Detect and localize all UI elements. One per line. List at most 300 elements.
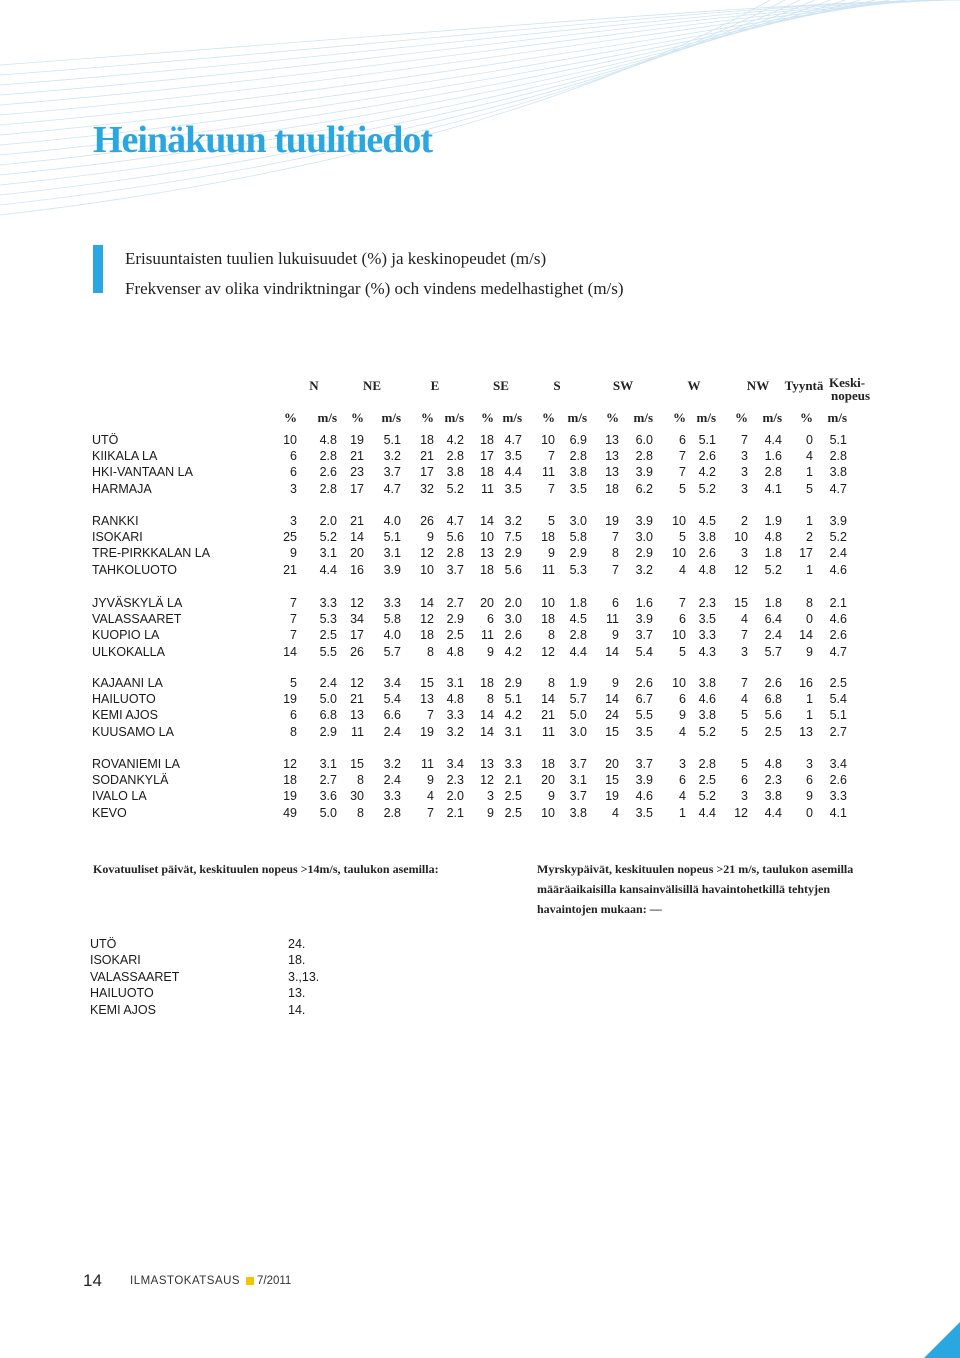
frequency-cell: 15 (350, 757, 364, 771)
frequency-cell: 0 (806, 433, 813, 447)
speed-cell: 2.9 (635, 546, 653, 561)
frequency-cell: 7 (290, 596, 297, 610)
speed-cell: 2.4 (829, 546, 847, 561)
speed-cell: 1.8 (569, 596, 587, 610)
speed-cell: 2.9 (504, 546, 522, 561)
frequency-cell: 6 (806, 773, 813, 788)
frequency-cell: 1 (679, 805, 686, 820)
speed-cell: 3.2 (383, 449, 401, 464)
station-name: JYVÄSKYLÄ LA (92, 596, 183, 610)
frequency-cell: 9 (612, 628, 619, 643)
corner-triangle-decoration (924, 1322, 960, 1358)
frequency-cell: 12 (541, 644, 555, 659)
mean-speed-header-line2: nopeus (831, 388, 871, 403)
frequency-cell: 14 (480, 514, 494, 528)
unit-percent-header: % (606, 410, 619, 425)
speed-cell: 4.6 (829, 562, 847, 577)
yellow-square-icon (246, 1277, 254, 1285)
speed-cell: 2.3 (698, 596, 716, 610)
unit-ms-header: m/s (696, 410, 716, 425)
speed-cell: 3.8 (829, 465, 847, 480)
frequency-cell: 7 (741, 676, 748, 690)
frequency-cell: 4 (741, 612, 748, 627)
speed-cell: 2.8 (635, 449, 653, 464)
speed-cell: 4.2 (446, 433, 464, 447)
speed-cell: 3.1 (319, 546, 337, 561)
frequency-cell: 8 (357, 805, 364, 820)
speed-cell: 2.8 (383, 805, 401, 820)
speed-cell: 5.1 (829, 433, 847, 447)
speed-cell: 6.0 (635, 433, 653, 447)
speed-cell: 5.2 (446, 481, 464, 496)
speed-cell: 5.3 (319, 612, 337, 627)
frequency-cell: 21 (350, 449, 364, 464)
speed-cell: 5.1 (698, 433, 716, 447)
speed-cell: 2.5 (764, 724, 782, 739)
unit-percent-header: % (542, 410, 555, 425)
speed-cell: 3.2 (446, 724, 464, 739)
speed-cell: 4.6 (698, 692, 716, 707)
speed-cell: 3.3 (319, 596, 337, 610)
speed-cell: 4.7 (829, 481, 847, 496)
speed-cell: 5.3 (569, 562, 587, 577)
storm-dates: 14. (288, 1002, 306, 1017)
frequency-cell: 6 (741, 773, 748, 788)
frequency-cell: 0 (806, 612, 813, 627)
speed-cell: 4.4 (504, 465, 522, 480)
speed-cell: 2.9 (504, 676, 522, 690)
speed-cell: 4.8 (764, 530, 782, 545)
station-name: IVALO LA (92, 789, 147, 804)
frequency-cell: 7 (679, 596, 686, 610)
speed-cell: 5.7 (383, 644, 401, 659)
speed-cell: 3.1 (319, 757, 337, 771)
frequency-cell: 25 (283, 530, 297, 545)
frequency-cell: 3 (741, 465, 748, 480)
frequency-cell: 6 (679, 692, 686, 707)
speed-cell: 6.2 (635, 481, 653, 496)
frequency-cell: 3 (290, 481, 297, 496)
frequency-cell: 7 (290, 612, 297, 627)
frequency-cell: 13 (799, 724, 813, 739)
frequency-cell: 15 (420, 676, 434, 690)
frequency-cell: 3 (741, 546, 748, 561)
speed-cell: 4.8 (764, 757, 782, 771)
frequency-cell: 18 (541, 530, 555, 545)
direction-header: S (553, 378, 561, 393)
speed-cell: 3.8 (764, 789, 782, 804)
subtitle-finnish: Erisuuntaisten tuulien lukuisuudet (%) ja keskinopeudet (m/s) (125, 249, 547, 268)
frequency-cell: 10 (672, 628, 686, 643)
frequency-cell: 7 (612, 562, 619, 577)
frequency-cell: 6 (679, 433, 686, 447)
speed-cell: 2.8 (446, 546, 464, 561)
speed-cell: 2.3 (764, 773, 782, 788)
frequency-cell: 14 (541, 692, 555, 707)
speed-cell: 5.0 (569, 708, 587, 723)
unit-percent-header: % (421, 410, 434, 425)
station-name: KEMI AJOS (92, 708, 158, 723)
accent-bar (93, 245, 103, 293)
speed-cell: 6.9 (569, 433, 587, 447)
speed-cell: 2.8 (319, 481, 337, 496)
station-name: HKI-VANTAAN LA (92, 465, 193, 480)
frequency-cell: 10 (480, 530, 494, 545)
speed-cell: 7.5 (504, 530, 522, 545)
speed-cell: 4.8 (319, 433, 337, 447)
unit-ms-header: m/s (502, 410, 522, 425)
frequency-cell: 18 (480, 676, 494, 690)
speed-cell: 5.2 (698, 724, 716, 739)
speed-cell: 4.7 (829, 644, 847, 659)
frequency-cell: 12 (350, 596, 364, 610)
speed-cell: 2.4 (319, 676, 337, 690)
frequency-cell: 5 (679, 530, 686, 545)
speed-cell: 3.0 (569, 514, 587, 528)
unit-ms-header: m/s (567, 410, 587, 425)
speed-cell: 4.8 (446, 692, 464, 707)
frequency-cell: 30 (350, 789, 364, 804)
speed-cell: 4.3 (698, 644, 716, 659)
speed-cell: 3.5 (504, 449, 522, 464)
speed-cell: 2.8 (319, 449, 337, 464)
direction-header: SE (493, 378, 509, 393)
speed-cell: 4.8 (446, 644, 464, 659)
frequency-cell: 3 (806, 757, 813, 771)
direction-header: N (309, 378, 319, 393)
frequency-cell: 20 (541, 773, 555, 788)
frequency-cell: 4 (612, 805, 619, 820)
speed-cell: 2.0 (319, 514, 337, 528)
frequency-cell: 7 (427, 708, 434, 723)
frequency-cell: 5 (290, 676, 297, 690)
speed-cell: 3.5 (635, 724, 653, 739)
frequency-cell: 18 (541, 757, 555, 771)
direction-header: SW (612, 378, 634, 393)
speed-cell: 3.7 (635, 628, 653, 643)
frequency-cell: 3 (741, 789, 748, 804)
frequency-cell: 14 (350, 530, 364, 545)
speed-cell: 4.0 (383, 514, 401, 528)
frequency-cell: 8 (427, 644, 434, 659)
frequency-cell: 10 (541, 596, 555, 610)
frequency-cell: 0 (806, 805, 813, 820)
frequency-cell: 14 (480, 708, 494, 723)
frequency-cell: 7 (290, 628, 297, 643)
frequency-cell: 20 (480, 596, 494, 610)
direction-header: E (430, 378, 440, 393)
frequency-cell: 49 (283, 805, 297, 820)
speed-cell: 6.8 (764, 692, 782, 707)
unit-percent-header: % (673, 410, 686, 425)
frequency-cell: 9 (548, 546, 555, 561)
frequency-cell: 1 (806, 708, 813, 723)
frequency-cell: 7 (679, 449, 686, 464)
frequency-cell: 3 (741, 481, 748, 496)
speed-cell: 3.2 (635, 562, 653, 577)
speed-cell: 4.4 (569, 644, 587, 659)
frequency-cell: 6 (679, 612, 686, 627)
speed-cell: 4.6 (635, 789, 653, 804)
speed-cell: 5.7 (764, 644, 782, 659)
speed-cell: 4.2 (504, 644, 522, 659)
frequency-cell: 10 (672, 676, 686, 690)
unit-percent-header: % (800, 410, 813, 425)
speed-cell: 2.4 (383, 724, 401, 739)
frequency-cell: 18 (480, 562, 494, 577)
speed-cell: 3.8 (698, 676, 716, 690)
storm-dates: 24. (288, 937, 306, 951)
frequency-cell: 7 (612, 530, 619, 545)
frequency-cell: 18 (541, 612, 555, 627)
speed-cell: 3.3 (504, 757, 522, 771)
speed-cell: 3.3 (829, 789, 847, 804)
frequency-cell: 20 (605, 757, 619, 771)
frequency-cell: 14 (480, 724, 494, 739)
station-name: KUUSAMO LA (92, 724, 174, 739)
speed-cell: 2.0 (504, 596, 522, 610)
speed-cell: 3.7 (383, 465, 401, 480)
frequency-cell: 26 (420, 514, 434, 528)
speed-cell: 3.7 (446, 562, 464, 577)
frequency-cell: 5 (806, 481, 813, 496)
storm-dates: 13. (288, 986, 306, 1001)
mean-speed-header (829, 376, 870, 402)
frequency-cell: 13 (480, 546, 494, 561)
frequency-cell: 1 (806, 562, 813, 577)
frequency-cell: 3 (741, 449, 748, 464)
speed-cell: 4.1 (764, 481, 782, 496)
speed-cell: 3.3 (383, 596, 401, 610)
station-name: HAILUOTO (92, 692, 156, 707)
frequency-cell: 7 (741, 433, 748, 447)
unit-percent-header: % (351, 410, 364, 425)
frequency-cell: 1 (806, 465, 813, 480)
station-name: TRE-PIRKKALAN LA (92, 546, 211, 561)
storm-dates: 18. (288, 953, 306, 968)
frequency-cell: 12 (420, 612, 434, 627)
frequency-cell: 10 (420, 562, 434, 577)
speed-cell: 2.3 (446, 773, 464, 788)
speed-cell: 2.8 (446, 449, 464, 464)
frequency-cell: 15 (605, 773, 619, 788)
speed-cell: 1.6 (764, 449, 782, 464)
station-name: HARMAJA (92, 481, 152, 496)
frequency-cell: 4 (427, 789, 434, 804)
speed-cell: 4.2 (698, 465, 716, 480)
frequency-cell: 8 (806, 596, 813, 610)
speed-cell: 5.0 (319, 805, 337, 820)
frequency-cell: 23 (350, 465, 364, 480)
speed-cell: 3.5 (698, 612, 716, 627)
speed-cell: 3.8 (698, 530, 716, 545)
frequency-cell: 13 (605, 449, 619, 464)
speed-cell: 2.9 (446, 612, 464, 627)
frequency-cell: 16 (799, 676, 813, 690)
frequency-cell: 17 (799, 546, 813, 561)
speed-cell: 3.7 (635, 757, 653, 771)
station-name: ISOKARI (92, 530, 143, 545)
frequency-cell: 19 (605, 789, 619, 804)
speed-cell: 5.5 (319, 644, 337, 659)
frequency-cell: 5 (548, 514, 555, 528)
frequency-cell: 5 (679, 644, 686, 659)
speed-cell: 2.7 (829, 724, 847, 739)
storm-dates: 3.,13. (288, 969, 320, 984)
speed-cell: 2.5 (504, 805, 522, 820)
frequency-cell: 4 (806, 449, 813, 464)
speed-cell: 2.6 (698, 449, 716, 464)
frequency-cell: 18 (480, 433, 494, 447)
speed-cell: 3.8 (446, 465, 464, 480)
frequency-cell: 3 (290, 514, 297, 528)
frequency-cell: 14 (605, 692, 619, 707)
frequency-cell: 17 (420, 465, 434, 480)
frequency-cell: 11 (481, 628, 494, 643)
station-name: ROVANIEMI LA (92, 757, 180, 771)
speed-cell: 1.9 (569, 676, 587, 690)
frequency-cell: 19 (283, 692, 297, 707)
frequency-cell: 11 (542, 562, 555, 577)
frequency-cell: 12 (350, 676, 364, 690)
frequency-cell: 5 (741, 724, 748, 739)
speed-cell: 3.0 (504, 612, 522, 627)
speed-cell: 2.8 (569, 449, 587, 464)
frequency-cell: 4 (679, 789, 686, 804)
speed-cell: 2.9 (569, 546, 587, 561)
speed-cell: 6.6 (383, 708, 401, 723)
frequency-cell: 6 (290, 465, 297, 480)
frequency-cell: 11 (542, 724, 555, 739)
frequency-cell: 26 (350, 644, 364, 659)
frequency-cell: 5 (741, 757, 748, 771)
frequency-cell: 6 (612, 596, 619, 610)
speed-cell: 3.7 (569, 789, 587, 804)
speed-cell: 3.5 (635, 805, 653, 820)
frequency-cell: 9 (612, 676, 619, 690)
speed-cell: 2.9 (319, 724, 337, 739)
speed-cell: 4.2 (504, 708, 522, 723)
frequency-cell: 11 (542, 465, 555, 480)
direction-header: Tyyntä (784, 378, 824, 393)
frequency-cell: 32 (420, 481, 434, 496)
storm-station-name: VALASSAARET (90, 969, 180, 984)
station-name: KEVO (92, 805, 127, 820)
frequency-cell: 17 (350, 628, 364, 643)
speed-cell: 4.7 (446, 514, 464, 528)
speed-cell: 5.4 (635, 644, 653, 659)
frequency-cell: 8 (548, 676, 555, 690)
speed-cell: 5.5 (635, 708, 653, 723)
frequency-cell: 11 (606, 612, 619, 627)
speed-cell: 2.6 (764, 676, 782, 690)
speed-cell: 3.9 (635, 465, 653, 480)
frequency-cell: 13 (605, 433, 619, 447)
station-name: KAJAANI LA (92, 676, 163, 690)
frequency-cell: 6 (290, 708, 297, 723)
frequency-cell: 8 (290, 724, 297, 739)
frequency-cell: 21 (350, 514, 364, 528)
frequency-cell: 4 (679, 562, 686, 577)
speed-cell: 2.6 (635, 676, 653, 690)
speed-cell: 5.2 (698, 481, 716, 496)
station-name: SODANKYLÄ (92, 773, 169, 788)
frequency-cell: 4 (679, 724, 686, 739)
speed-cell: 4.4 (319, 562, 337, 577)
frequency-cell: 12 (283, 757, 297, 771)
frequency-cell: 10 (283, 433, 297, 447)
speed-cell: 5.6 (504, 562, 522, 577)
speed-cell: 3.8 (569, 465, 587, 480)
speed-cell: 2.7 (446, 596, 464, 610)
frequency-cell: 3 (487, 789, 494, 804)
frequency-cell: 6 (290, 449, 297, 464)
frequency-cell: 13 (420, 692, 434, 707)
station-name: RANKKI (92, 514, 139, 528)
speed-cell: 4.4 (764, 805, 782, 820)
speed-cell: 1.6 (635, 596, 653, 610)
frequency-cell: 21 (283, 562, 297, 577)
frequency-cell: 8 (487, 692, 494, 707)
storm-station-name: ISOKARI (90, 953, 141, 968)
frequency-cell: 1 (806, 514, 813, 528)
speed-cell: 4.8 (698, 562, 716, 577)
station-name: KIIKALA LA (92, 449, 158, 464)
frequency-cell: 18 (420, 433, 434, 447)
speed-cell: 2.5 (319, 628, 337, 643)
speed-cell: 4.6 (829, 612, 847, 627)
speed-cell: 1.9 (764, 514, 782, 528)
unit-ms-header: m/s (633, 410, 653, 425)
frequency-cell: 19 (605, 514, 619, 528)
frequency-cell: 9 (487, 644, 494, 659)
speed-cell: 5.8 (569, 530, 587, 545)
speed-cell: 3.7 (569, 757, 587, 771)
publication-name: ILMASTOKATSAUS (130, 1275, 241, 1287)
frequency-cell: 9 (487, 805, 494, 820)
speed-cell: 3.3 (698, 628, 716, 643)
publication-issue: 7/2011 (257, 1275, 292, 1287)
speed-cell: 3.1 (569, 773, 587, 788)
speed-cell: 5.2 (698, 789, 716, 804)
frequency-cell: 6 (679, 773, 686, 788)
speed-cell: 2.1 (446, 805, 464, 820)
frequency-cell: 13 (350, 708, 364, 723)
frequency-cell: 12 (734, 562, 748, 577)
speed-cell: 3.9 (635, 612, 653, 627)
speed-cell: 1.8 (764, 546, 782, 561)
speed-cell: 3.1 (504, 724, 522, 739)
frequency-cell: 7 (741, 628, 748, 643)
page-number: 14 (83, 1271, 102, 1290)
speed-cell: 4.4 (764, 433, 782, 447)
frequency-cell: 16 (350, 562, 364, 577)
subtitle-swedish: Frekvenser av olika vindriktningar (%) och vindens medelhastighet (m/s) (125, 279, 624, 298)
speed-cell: 2.8 (569, 628, 587, 643)
unit-ms-header: m/s (444, 410, 464, 425)
page-footer (0, 1271, 960, 1291)
speed-cell: 3.4 (383, 676, 401, 690)
frequency-cell: 8 (357, 773, 364, 788)
frequency-cell: 3 (741, 644, 748, 659)
frequency-cell: 1 (806, 692, 813, 707)
station-name: VALASSAARET (92, 612, 182, 627)
speed-cell: 2.5 (829, 676, 847, 690)
speed-cell: 2.6 (698, 546, 716, 561)
frequency-cell: 24 (605, 708, 619, 723)
frequency-cell: 20 (350, 546, 364, 561)
unit-percent-header: % (284, 410, 297, 425)
